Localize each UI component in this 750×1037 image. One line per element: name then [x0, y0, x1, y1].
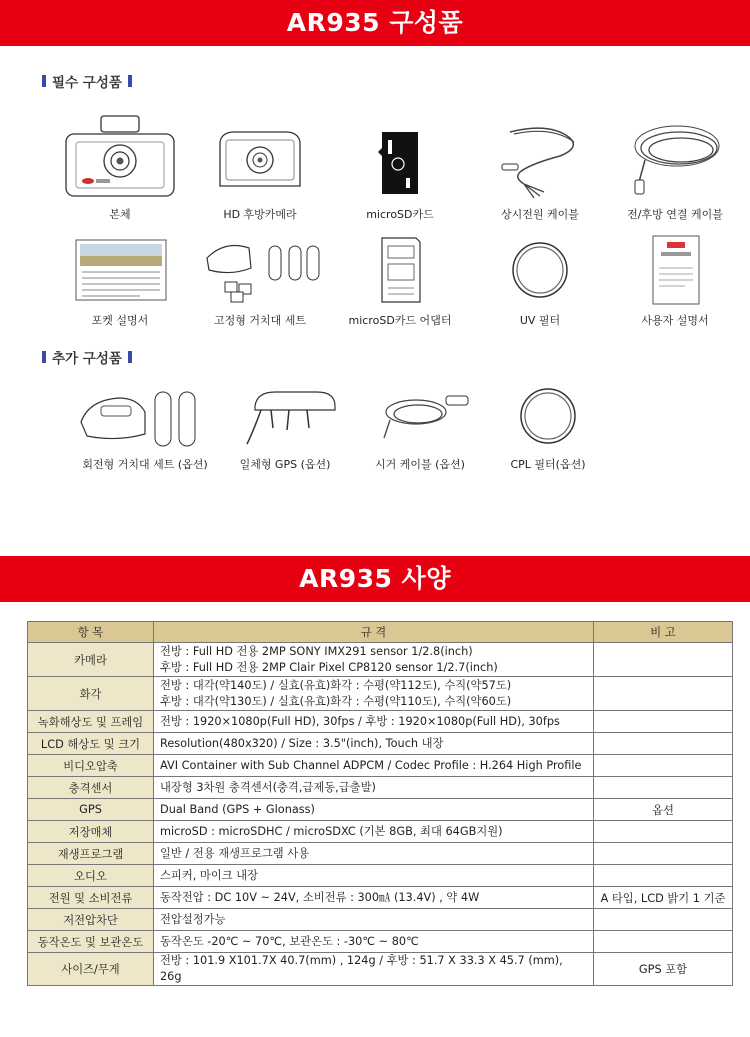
table-row [28, 755, 733, 777]
table-row [28, 909, 733, 931]
table-row [28, 843, 733, 865]
spec-value: Resolution(480x320) / Size : 3.5"(inch), Touch 내장 [154, 733, 594, 755]
spec-key: LCD 해상도 및 크기 [28, 733, 154, 755]
label-bar-left [42, 351, 46, 363]
component-label: microSD카드 어댑터 [348, 314, 452, 327]
uv-filter-icon [480, 234, 600, 306]
spec-key: 충격센서 [28, 777, 154, 799]
dashcam-body-icon [60, 112, 180, 200]
table-row [28, 931, 733, 953]
spec-value: 전방 : 101.9 X101.7X 40.7(mm) , 124g / 후방 : 51.7 X 33.3 X 45.7 (mm), 26g [154, 953, 594, 986]
spec-value: 일반 / 전용 재생프로그램 사용 [154, 843, 594, 865]
component-label: 시거 케이블 (옵션) [375, 458, 465, 471]
component-label: 회전형 거치대 세트 (옵션) [82, 458, 208, 471]
cpl-filter-icon [488, 382, 608, 450]
component-label: 일체형 GPS (옵션) [239, 458, 331, 471]
component-item [470, 234, 610, 328]
spec-key: 오디오 [28, 865, 154, 887]
component-label: 사용자 설명서 [641, 314, 709, 327]
spec-value [154, 643, 594, 677]
spec-note [594, 843, 733, 865]
pocket-manual-icon [60, 234, 180, 306]
component-item [330, 234, 470, 328]
spec-line: 후방 : 대각(약130도) / 실효(유효)화각 : 수평(약110도), 수직(약60도) [160, 694, 512, 708]
spec-value: 동작전압 : DC 10V ~ 24V, 소비전류 : 300㎃ (13.4V) , 약 4W [154, 887, 594, 909]
component-item [478, 382, 618, 472]
spec-line: 전방 : 대각(약140도) / 실효(유효)화각 : 수평(약112도), 수직(약57도) [160, 678, 512, 692]
spec-note: GPS 포함 [594, 953, 733, 986]
spec-note [594, 821, 733, 843]
spec-key: 사이즈/무게 [28, 953, 154, 986]
component-label: UV 필터 [519, 314, 561, 327]
spec-note [594, 909, 733, 931]
rotating-mount-icon [75, 382, 215, 450]
table-row [28, 733, 733, 755]
fixed-mount-set-icon [195, 234, 325, 306]
table-row [28, 711, 733, 733]
user-manual-icon [615, 234, 735, 306]
spec-value: 전방 : 1920×1080p(Full HD), 30fps / 후방 : 1920×1080p(Full HD), 30fps [154, 711, 594, 733]
spec-note [594, 711, 733, 733]
spec-note [594, 677, 733, 711]
component-label: CPL 필터(옵션) [510, 458, 586, 471]
required-label-text: 필수 구성품 [52, 75, 122, 91]
table-row [28, 799, 733, 821]
table-row [28, 865, 733, 887]
table-row [28, 821, 733, 843]
spec-key: GPS [28, 799, 154, 821]
sd-adapter-icon [340, 234, 460, 306]
spec-key: 카메라 [28, 643, 154, 677]
spec-banner: AR935 사양 [0, 556, 750, 602]
spec-value: Dual Band (GPS + Glonass) [154, 799, 594, 821]
component-label: 상시전원 케이블 [501, 208, 579, 221]
label-bar-left [42, 75, 46, 87]
power-cable-icon [480, 112, 600, 200]
component-item [190, 112, 330, 222]
cigar-cable-icon [360, 382, 480, 450]
component-label: HD 후방카메라 [223, 208, 297, 221]
table-row [28, 677, 733, 711]
component-item [215, 382, 355, 472]
table-row [28, 643, 733, 677]
component-item [470, 112, 610, 222]
spec-value: 전압설정가능 [154, 909, 594, 931]
spec-note [594, 865, 733, 887]
component-label: 본체 [109, 208, 131, 221]
spec-key: 재생프로그램 [28, 843, 154, 865]
components-banner: AR935 구성품 [0, 0, 750, 46]
table-row [28, 777, 733, 799]
component-item [350, 382, 490, 472]
spec-key: 동작온도 및 보관온도 [28, 931, 154, 953]
rear-camera-icon [200, 112, 320, 200]
spec-key: 전원 및 소비전류 [28, 887, 154, 909]
spec-table [27, 621, 733, 986]
header-note: 비 고 [594, 622, 733, 643]
spec-value: 동작온도 -20℃ ~ 70℃, 보관온도 : -30℃ ~ 80℃ [154, 931, 594, 953]
component-item [50, 112, 190, 222]
spec-key: 저전압차단 [28, 909, 154, 931]
spec-note [594, 643, 733, 677]
component-label: 전/후방 연결 케이블 [627, 208, 723, 221]
spec-key: 비디오압축 [28, 755, 154, 777]
component-label: microSD카드 [366, 208, 434, 221]
spec-value: 내장형 3차원 충격센서(충격,급제동,급출발) [154, 777, 594, 799]
table-row [28, 887, 733, 909]
spec-value: AVI Container with Sub Channel ADPCM / Codec Profile : H.264 High Profile [154, 755, 594, 777]
component-item [605, 234, 745, 328]
spec-key: 녹화해상도 및 프레임 [28, 711, 154, 733]
header-item: 항 목 [28, 622, 154, 643]
optional-components-label [42, 347, 132, 367]
spec-note: A 타입, LCD 밝기 1 기준 [594, 887, 733, 909]
spec-header-row [28, 622, 733, 643]
component-item [190, 234, 330, 328]
microsd-card-icon [340, 112, 460, 200]
label-bar-right [128, 75, 132, 87]
required-components-label [42, 71, 132, 91]
table-row [28, 953, 733, 986]
connection-cable-icon [615, 112, 735, 200]
spec-value: microSD : microSDHC / microSDXC (기본 8GB, 최대 64GB지원) [154, 821, 594, 843]
component-label: 포켓 설명서 [91, 314, 149, 327]
component-item [75, 382, 215, 472]
spec-value: 스피커, 마이크 내장 [154, 865, 594, 887]
component-item [605, 112, 745, 222]
spec-value [154, 677, 594, 711]
label-bar-right [128, 351, 132, 363]
header-spec: 규 격 [154, 622, 594, 643]
spec-key: 저장매체 [28, 821, 154, 843]
component-item [330, 112, 470, 222]
spec-note [594, 777, 733, 799]
spec-line: 후방 : Full HD 전용 2MP Clair Pixel CP8120 sensor 1/2.7(inch) [160, 660, 498, 674]
spec-key: 화각 [28, 677, 154, 711]
spec-note [594, 931, 733, 953]
spec-note [594, 733, 733, 755]
gps-icon [225, 382, 345, 450]
component-item [50, 234, 190, 328]
spec-line: 전방 : Full HD 전용 2MP SONY IMX291 sensor 1/2.8(inch) [160, 644, 473, 658]
component-label: 고정형 거치대 세트 [213, 314, 306, 327]
spec-note [594, 755, 733, 777]
spec-note: 옵션 [594, 799, 733, 821]
optional-label-text: 추가 구성품 [52, 351, 122, 367]
